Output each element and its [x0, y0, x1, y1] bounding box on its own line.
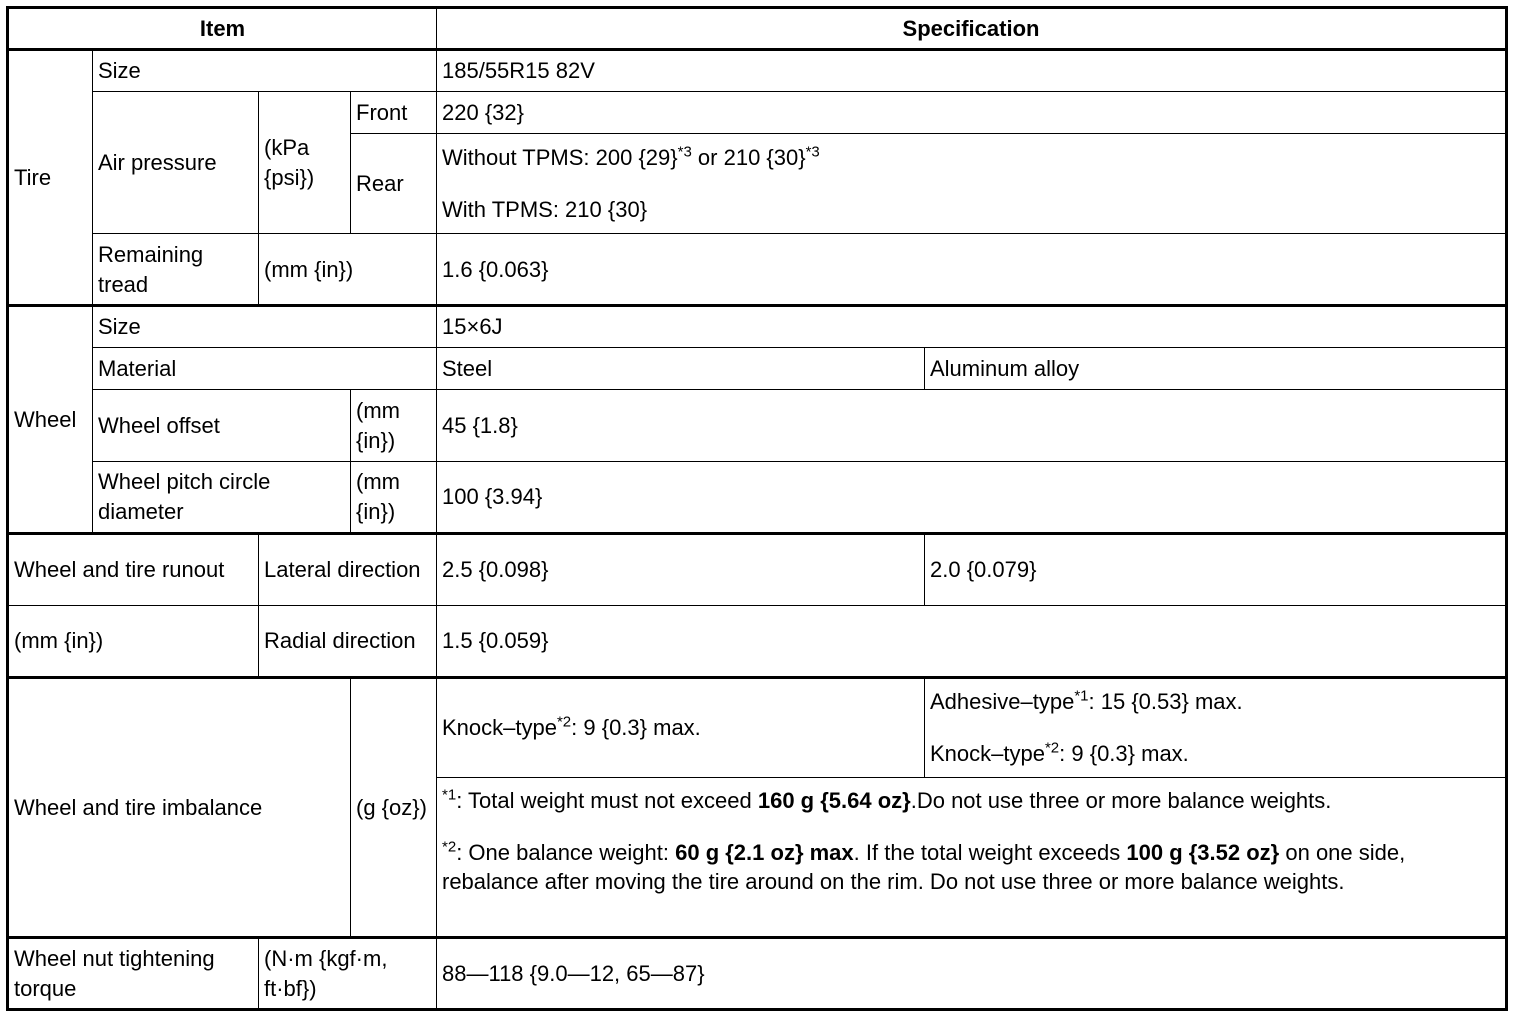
runout-radial-label: Radial direction [259, 606, 437, 678]
wheel-tire-spec-table [6, 6, 1508, 1011]
nut-torque-row [8, 938, 1507, 1010]
runout-lateral-aluminum: 2.0 {0.079} [925, 534, 1507, 606]
rear-with-tpms: With TPMS: 210 {30} [442, 196, 648, 222]
runout-lateral-row [8, 534, 1507, 606]
footnote-ref: *3 [805, 143, 820, 161]
wheel-pcd-unit: (mm {in}) [351, 462, 437, 534]
air-pressure-rear-value [437, 134, 1507, 234]
knock-type-text: Knock–type [442, 715, 557, 741]
header-row [8, 8, 1507, 50]
material-aluminum: Aluminum alloy [925, 348, 1507, 390]
nut-torque-unit: (N·m {kgf·m, ft·bf}) [259, 938, 437, 1010]
tire-size-value: 185/55R15 82V [437, 50, 1507, 92]
wheel-material-row [8, 348, 1507, 390]
wheel-size-value: 15×6J [437, 306, 1507, 348]
footnote-ref: *2 [556, 713, 572, 731]
wheel-offset-row [8, 390, 1507, 462]
footnote-bold: 60 g {2.1 oz} max [675, 839, 854, 865]
footnote-text: on one side, rebalance after moving the tire around on the rim. Do not use three or more balance weights. [442, 839, 1406, 895]
tire-size-label: Size [93, 50, 437, 92]
runout-lateral-label: Lateral direction [259, 534, 437, 606]
knock-type-line [930, 739, 1500, 769]
runout-lateral-steel: 2.5 {0.098} [437, 534, 925, 606]
footnote-1 [442, 786, 1500, 816]
remaining-tread-label: Remaining tread [93, 234, 259, 306]
wheel-material-label: Material [93, 348, 437, 390]
footnote-bold: 160 g {5.64 oz} [757, 788, 911, 813]
knock-type-text: Knock–type [930, 741, 1045, 766]
runout-unit: (mm {in}) [8, 606, 259, 678]
footnote-bold: 100 g {3.52 oz} [1126, 839, 1280, 865]
imbalance-label: Wheel and tire imbalance [8, 678, 351, 938]
wheel-offset-label: Wheel offset [93, 390, 351, 462]
wheel-offset-value: 45 {1.8} [437, 390, 1507, 462]
footnote-ref: *1 [1074, 687, 1089, 705]
adhesive-type-value: : 15 {0.53} max. [1088, 689, 1243, 715]
wheel-group-label: Wheel [8, 306, 93, 534]
remaining-tread-unit: (mm {in}) [259, 234, 437, 306]
imbalance-unit: (g {oz}) [351, 678, 437, 938]
rear-without-tpms-text: Without TPMS: 200 {29} [442, 144, 678, 170]
footnote-text: : Total weight must not exceed [456, 788, 758, 813]
wheel-pcd-label: Wheel pitch circle diameter [93, 462, 351, 534]
air-pressure-unit: (kPa {psi}) [259, 92, 351, 234]
nut-torque-label: Wheel nut tightening torque [8, 938, 259, 1010]
wheel-size-label: Size [93, 306, 437, 348]
remaining-tread-row [8, 234, 1507, 306]
adhesive-type-line [930, 687, 1500, 717]
wheel-offset-unit: (mm {in}) [351, 390, 437, 462]
wheel-pcd-row [8, 462, 1507, 534]
imbalance-aluminum [925, 678, 1507, 778]
footnote-text: .Do not use three or more balance weights. [910, 788, 1332, 813]
nut-torque-value: 88—118 {9.0—12, 65—87} [437, 938, 1507, 1010]
imbalance-steel [437, 678, 925, 778]
wheel-size-row [8, 306, 1507, 348]
adhesive-type-text: Adhesive–type [930, 689, 1075, 715]
footnote-marker: *2 [442, 838, 457, 856]
air-pressure-front-label: Front [351, 92, 437, 134]
footnote-ref: *2 [1044, 739, 1060, 757]
air-pressure-front-row [8, 92, 1507, 134]
air-pressure-label: Air pressure [93, 92, 259, 234]
remaining-tread-value: 1.6 {0.063} [437, 234, 1507, 306]
runout-radial-value: 1.5 {0.059} [437, 606, 1507, 678]
rear-without-tpms [442, 143, 1500, 173]
footnote-marker: *1 [442, 786, 457, 804]
knock-type-value: : 9 {0.3} max. [571, 715, 701, 741]
footnote-text: . If the total weight exceeds [853, 839, 1127, 865]
tire-size-row [8, 50, 1507, 92]
footnote-text: : One balance weight: [456, 839, 676, 865]
tire-group-label: Tire [8, 50, 93, 306]
imbalance-values-row [8, 678, 1507, 778]
footnote-2 [442, 838, 1500, 897]
material-steel: Steel [437, 348, 925, 390]
runout-radial-row [8, 606, 1507, 678]
runout-label: Wheel and tire runout [8, 534, 259, 606]
specification-header: Specification [437, 8, 1507, 50]
imbalance-notes [437, 778, 1507, 938]
wheel-pcd-value: 100 {3.94} [437, 462, 1507, 534]
air-pressure-front-value: 220 {32} [437, 92, 1507, 134]
rear-without-tpms-alt: or 210 {30} [691, 144, 806, 170]
footnote-ref: *3 [677, 143, 692, 161]
knock-type-value: : 9 {0.3} max. [1059, 741, 1189, 766]
item-header: Item [8, 8, 437, 50]
spec-page [6, 6, 1508, 1011]
air-pressure-rear-label: Rear [351, 134, 437, 234]
